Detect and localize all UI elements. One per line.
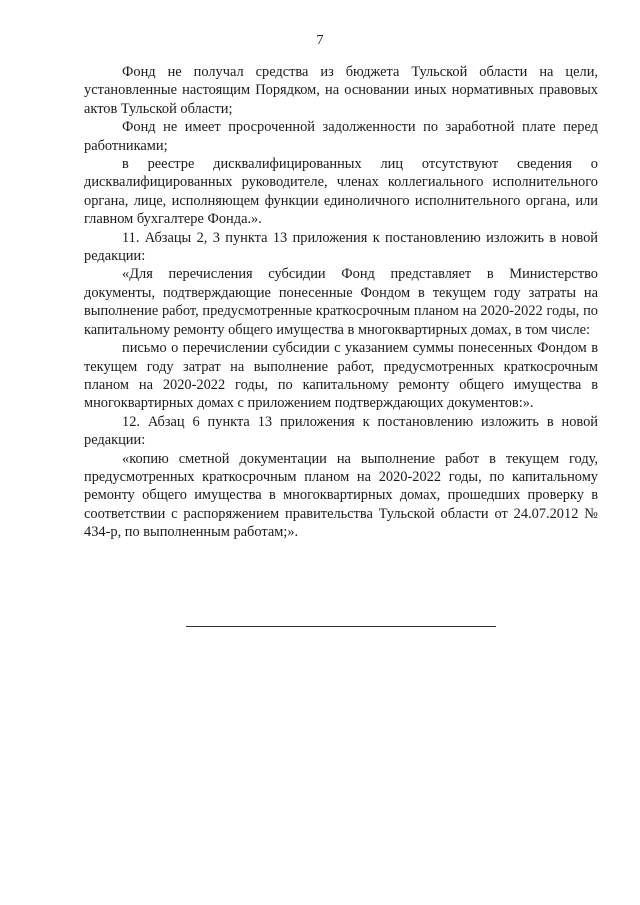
document-body xyxy=(84,63,598,542)
paragraph-item-12: 12. Абзац 6 пункта 13 приложения к постановлению изложить в новой редакции: xyxy=(84,413,598,449)
paragraph-estimate-documentation: «копию сметной документации на выполнение работ в текущем году, предусмотренных краткосрочным планом на 2020-2022 годы, по капитальному ремонту общего имущества в многоквартирных домах, прошедших проверку в соответствии с распоряжением правительства Тульской области от 24.07.2012 № 434-р, по выполненным работам;». xyxy=(84,450,598,541)
paragraph-subsidy-letter: письмо о перечислении субсидии с указанием суммы понесенных Фондом в текущем году затрат на выполнение работ, предусмотренных краткосрочным планом на 2020-2022 годы, по капитальному ремонту общего имущества в многоквартирных домах с приложением подтверждающих документов:». xyxy=(84,340,598,412)
paragraph-item-11: 11. Абзацы 2, 3 пункта 13 приложения к постановлению изложить в новой редакции: xyxy=(84,229,598,265)
paragraph-disqualified-registry: в реестре дисквалифицированных лиц отсутствуют сведения о дисквалифицированных руководителе, членах коллегиального исполнительного органа, лице, исполняющем функции единоличного исполнительного органа, или главном бухгалтере Фонда.». xyxy=(84,156,598,228)
paragraph-subsidy-documents: «Для перечисления субсидии Фонд представляет в Министерство документы, подтверждающие понесенные Фондом в текущем году затраты на выполнение работ, предусмотренные краткосрочным планом на 2020-2022 годы, по капитальному ремонту общего имущества в многоквартирных домах, в том числе: xyxy=(84,266,598,338)
paragraph-fund-salary-debt: Фонд не имеет просроченной задолженности по заработной плате перед работниками; xyxy=(84,119,598,154)
closing-rule xyxy=(186,626,496,627)
page-number: 7 xyxy=(316,33,324,48)
paragraph-fund-budget: Фонд не получал средства из бюджета Тульской области на цели, установленные настоящим Порядком, на основании иных нормативных правовых актов Тульской области; xyxy=(84,64,598,117)
